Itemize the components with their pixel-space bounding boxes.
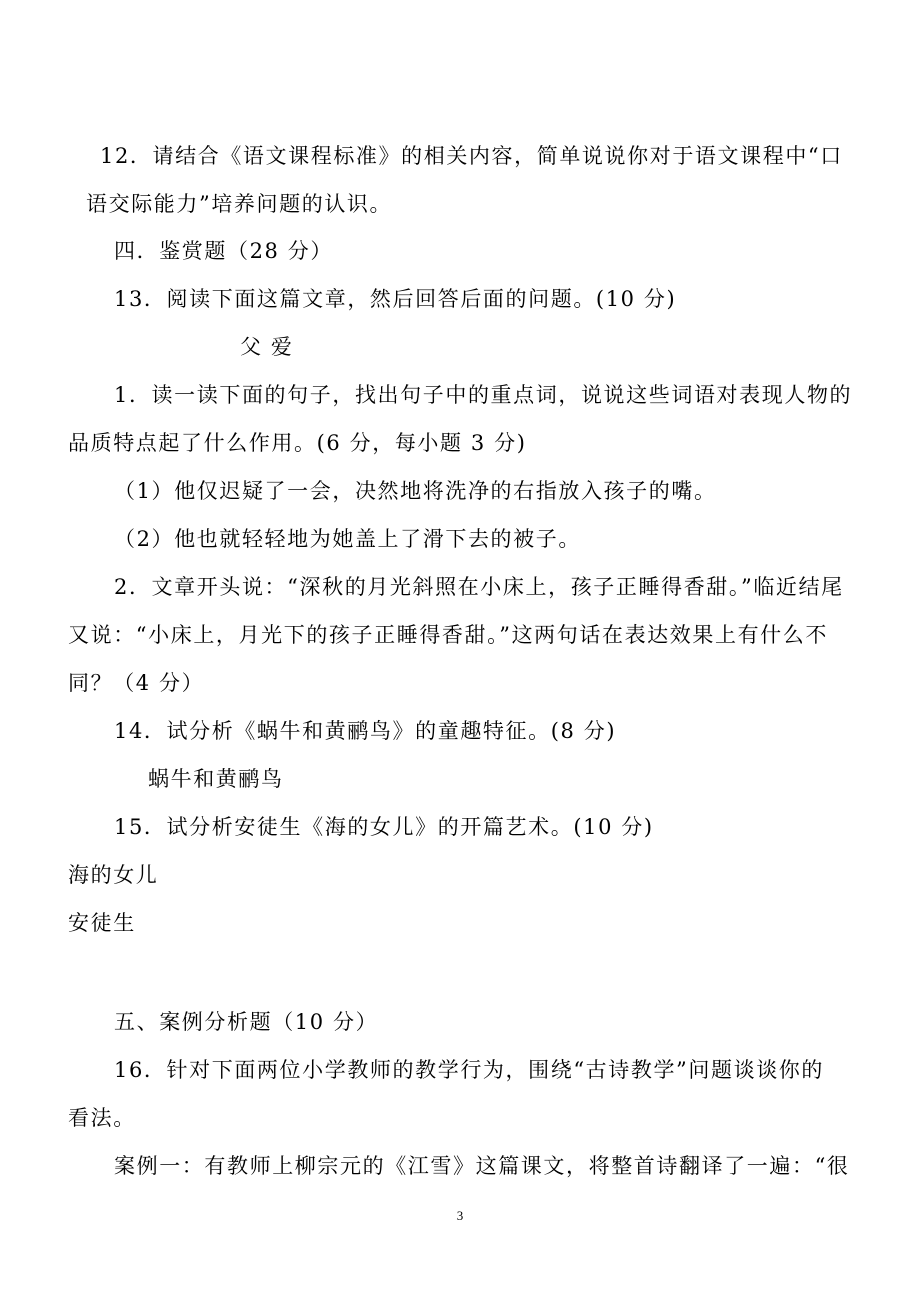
article-author: 安徒生 (68, 911, 136, 935)
question-15: 15．试分析安徒生《海的女儿》的开篇艺术。(10 分) (114, 815, 654, 839)
sub-question-2-line-1: 2．文章开头说：“深秋的月光斜照在小床上，孩子正睡得香甜。”临近结尾 (114, 575, 844, 599)
section-5-heading: 五、案例分析题（10 分） (114, 1010, 379, 1034)
question-12-line-2: 语交际能力”培养问题的认识。 (86, 192, 393, 216)
sentence-1: （1）他仅迟疑了一会，决然地将洗净的右指放入孩子的嘴。 (114, 479, 717, 503)
question-16-line-2: 看法。 (68, 1106, 136, 1130)
sentence-2: （2）他也就轻轻地为她盖上了滑下去的被子。 (114, 527, 581, 551)
section-4-heading: 四．鉴赏题（28 分） (114, 239, 333, 263)
sub-question-1-line-1: 1．读一读下面的句子，找出句子中的重点词，说说这些词语对表现人物的 (114, 383, 853, 407)
page-number: 3 (456, 1208, 464, 1223)
sub-question-2-line-3: 同？（4 分） (68, 671, 205, 695)
article-title-little-mermaid: 海的女儿 (68, 863, 159, 887)
question-14: 14．试分析《蜗牛和黄鹂鸟》的童趣特征。(8 分) (114, 719, 617, 743)
case-1-line-1: 案例一：有教师上柳宗元的《江雪》这篇课文，将整首诗翻译了一遍：“很 (114, 1154, 850, 1178)
sub-question-1-line-2: 品质特点起了什么作用。(6 分，每小题 3 分) (68, 431, 527, 455)
article-title-snail: 蜗牛和黄鹂鸟 (148, 767, 284, 791)
question-13: 13．阅读下面这篇文章，然后回答后面的问题。(10 分) (114, 287, 677, 311)
question-12-line-1: 12．请结合《语文课程标准》的相关内容，简单说说你对于语文课程中“口 (100, 144, 843, 168)
sub-question-2-line-2: 又说：“小床上，月光下的孩子正睡得香甜。”这两句话在表达效果上有什么不 (68, 623, 828, 647)
article-title-father-love: 父 爱 (240, 335, 294, 359)
question-16-line-1: 16．针对下面两位小学教师的教学行为，围绕“古诗教学”问题谈谈你的 (114, 1058, 824, 1082)
